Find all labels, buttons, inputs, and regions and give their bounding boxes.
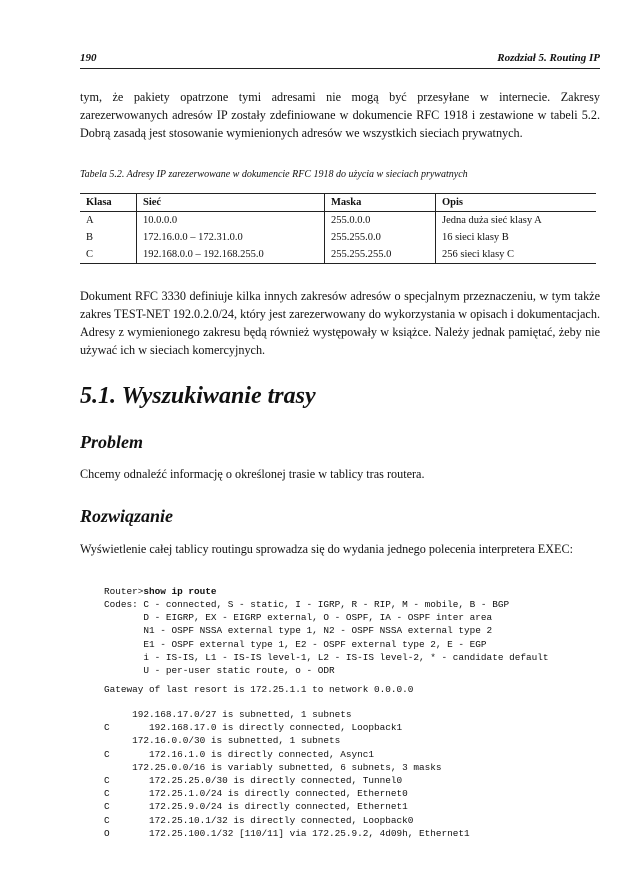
table-caption: Tabela 5.2. Adresy IP zarezerwowane w dokumencie RFC 1918 do użycia w sieciach prywatnych [80, 169, 468, 180]
cell-network: 192.168.0.0 – 192.168.255.0 [137, 246, 325, 264]
running-head: Rozdział 5. Routing IP [497, 52, 600, 64]
problem-heading: Problem [80, 432, 143, 452]
gateway-line: Gateway of last resort is 172.25.1.1 to network 0.0.0.0 [104, 684, 414, 695]
routing-table-output: 192.168.17.0/27 is subnetted, 1 subnets C 192.168.17.0 is directly connected, Loopback1 172.16.0.0/30 is subnetted, 1 subnets C 172.16.1.0 is directly connected, Async1 172.25.0.0/16 is variably subnetted, 6 subnets, 3 masks C 172.25.25.0/30 is directly connected, Tunnel0 C 172.25.1.0/24 is directly connected, Ethernet0 C 172.25.9.0/24 is directly connected, Ethernet1 C 172.25.10.1/32 is directly connected, Loopback0 O 172.25.100.1/32 [110/11] via 172.25.9.2, 4d09h, Ethernet1 [104, 709, 470, 839]
table-header-row [80, 194, 596, 212]
table-row [80, 212, 596, 230]
command-line [104, 585, 217, 598]
cell-mask: 255.255.0.0 [325, 229, 436, 246]
cell-description: Jedna duża sieć klasy A [436, 212, 597, 230]
table-row [80, 229, 596, 246]
section-title: 5.1. Wyszukiwanie trasy [80, 383, 316, 409]
cell-class: B [86, 232, 94, 243]
problem-text: Chcemy odnaleźć informację o określonej trasie w tablicy tras routera. [80, 467, 425, 481]
table-row [80, 246, 596, 264]
header-network: Sieć [137, 194, 325, 212]
header-class: Klasa [80, 194, 137, 212]
reserved-addresses-table [80, 193, 596, 264]
cell-network: 10.0.0.0 [137, 212, 325, 230]
route-codes-legend: Codes: C - connected, S - static, I - IGRP, R - RIP, M - mobile, B - BGP D - EIGRP, EX - EIGRP external, O - OSPF, IA - OSPF inter area N1 - OSPF NSSA external type 1, N2 - OSPF NSSA external type 2 E1 - OSPF external type 1, E2 - OSPF external type 2, E - EGP i - IS-IS, L1 - IS-IS level-1, L2 - IS-IS level-2, * - candidate default U - per-user static route, o - ODR [104, 599, 549, 677]
solution-text: Wyświetlenie całej tablicy routingu sprowadza się do wydania jednego polecenia interpretera EXEC: [80, 542, 574, 556]
show-ip-route-command: show ip route [143, 586, 217, 597]
cell-mask: 255.255.255.0 [325, 246, 436, 264]
cell-description: 16 sieci klasy B [436, 229, 597, 246]
router-prompt: Router> [104, 586, 144, 597]
header-mask: Maska [325, 194, 436, 212]
cell-class: C [80, 246, 137, 264]
cell-mask: 255.0.0.0 [325, 212, 436, 230]
cell-description: 256 sieci klasy C [436, 246, 597, 264]
cell-network: 172.16.0.0 – 172.31.0.0 [137, 229, 325, 246]
header-description: Opis [436, 194, 597, 212]
page-number: 190 [80, 52, 97, 64]
intro-paragraph: tym, że pakiety opatrzone tymi adresami nie mogą być przesyłane w internecie. Zakresy zarezerwowanych adresów IP zostały zdefiniowane w dokumencie RFC 1918 i zestawione w tabeli 5.2. Dobrą zasadą jest stosowanie wymienionych adresów we wszystkich sieciach prywatnych. [80, 90, 600, 140]
cell-class: A [86, 215, 94, 226]
solution-heading: Rozwiązanie [80, 506, 174, 526]
rfc-paragraph: Dokument RFC 3330 definiuje kilka innych zakresów adresów o specjalnym przeznaczeniu, w tym także zakres TEST-NET 192.0.2.0/24, który jest zarezerwowany do wykorzystania w opisach i dokumentacjach. Adresy z wymienionego zakresu będą również występowały w książce. Należy jednak pamiętać, żeby nie używać ich w sieciach komercyjnych. [80, 289, 600, 357]
page-header [80, 52, 600, 69]
